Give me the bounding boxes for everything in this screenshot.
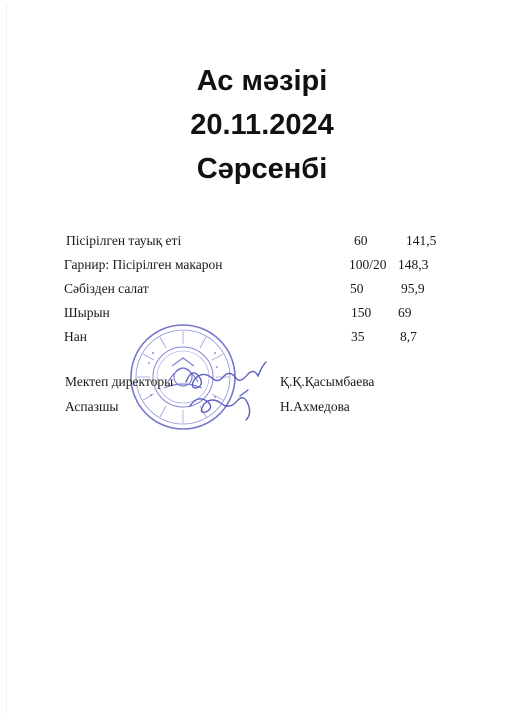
dish-name: Гарнир: Пісірілген макарон <box>64 257 223 272</box>
menu-row <box>0 304 524 322</box>
cook-name: Н.Ахмедова <box>280 399 350 414</box>
dish-portion: 60 <box>354 233 368 248</box>
dish-calories: 8,7 <box>400 329 417 344</box>
menu-row <box>0 280 524 298</box>
dish-name: Пісірілген тауық еті <box>66 233 182 248</box>
director-sign-row <box>0 373 524 391</box>
menu-row <box>0 232 524 250</box>
dish-portion: 35 <box>351 329 365 344</box>
menu-weekday: Сәрсенбі <box>196 153 328 185</box>
menu-date: 20.11.2024 <box>190 109 334 141</box>
dish-calories: 148,3 <box>398 257 429 272</box>
dish-name: Нан <box>64 329 87 344</box>
dish-portion: 50 <box>350 281 364 296</box>
dish-name: Сәбізден салат <box>64 281 149 296</box>
director-name: Қ.Қ.Қасымбаева <box>280 374 375 389</box>
dish-calories: 141,5 <box>406 233 437 248</box>
dish-portion: 150 <box>351 305 372 320</box>
dish-calories: 69 <box>398 305 412 320</box>
dish-calories: 95,9 <box>401 281 425 296</box>
menu-row <box>0 256 524 274</box>
dish-portion: 100/20 <box>349 257 387 272</box>
dish-name: Шырын <box>64 305 110 320</box>
director-role: Мектеп директоры <box>65 374 174 389</box>
cook-role: Аспазшы <box>65 399 119 414</box>
menu-row <box>0 328 524 346</box>
cook-sign-row <box>0 398 524 416</box>
menu-title: Ас мәзірі <box>196 65 328 97</box>
